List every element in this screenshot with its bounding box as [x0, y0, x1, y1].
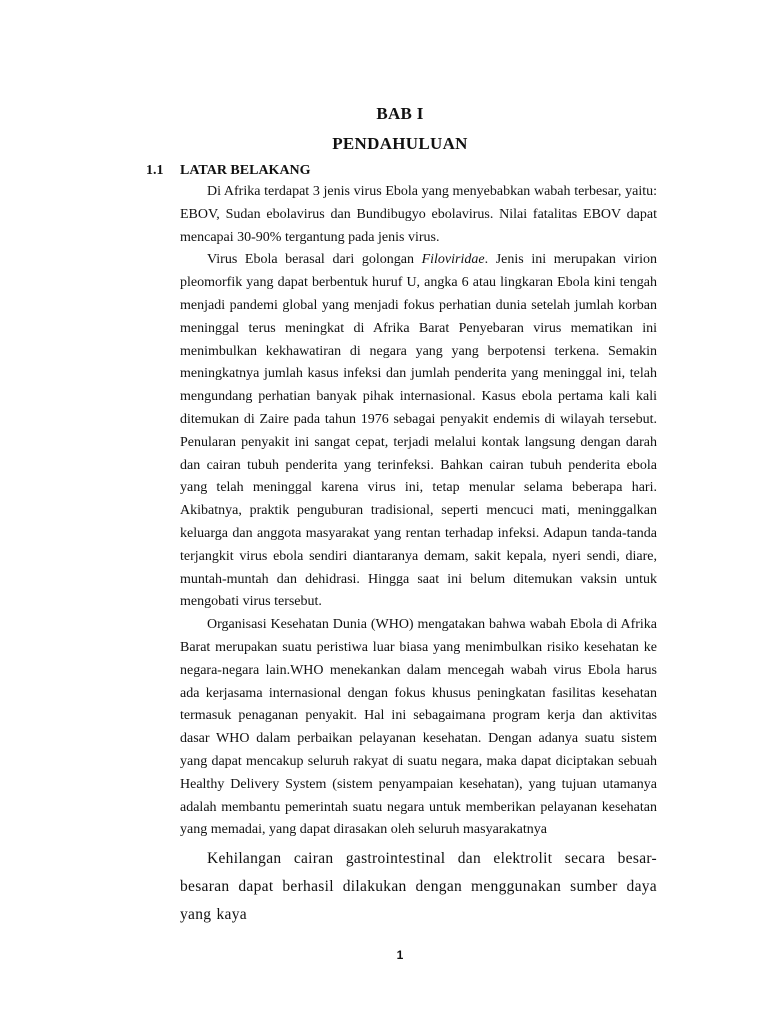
italic-term: Filoviridae	[421, 252, 485, 268]
section-number: 1.1	[146, 163, 164, 178]
paragraph-1: Di Afrika terdapat 3 jenis virus Ebola yang menyebabkan wabah terbesar, yaitu: EBOV, Sudan ebolavirus dan Bundibugyo ebolavirus. Nilai fatalitas EBOV dapat mencapai 30-90% tergantung pada jenis virus.	[180, 184, 657, 245]
paragraph-2	[180, 249, 657, 614]
page-number: 1	[396, 948, 404, 962]
section-heading	[146, 163, 311, 179]
paragraph-2-text-rest: . Jenis ini merupakan virion pleomorfik yang dapat berbentuk huruf U, angka 6 atau lingkaran Ebola kini tengah menjadi pandemi global yang menjadi fokus perhatian dunia setelah jumlah korban meninggal terus meningkat di Afrika Barat Penyebaran virus mematikan ini menimbulkan kekhawatiran di negara yang yang berpotensi terkena. Semakin meningkatnya jumlah kasus infeksi dan jumlah penderita yang meninggal ini, telah mengundang perhatian banyak pihak internasional. Kasus ebola pertama kali kali ditemukan di Zaire pada tahun 1976 sebagai penyakit endemis di wilayah tersebut. Penularan penyakit ini sangat cepat, terjadi melalui kontak langsung dengan darah dan cairan tubuh penderita yang terinfeksi. Bahkan cairan tubuh penderita ebola yang telah meninggal karena virus ini, tetap menular selama beberapa hari. Akibatnya, praktik penguburan tradisional, seperti mencuci mati, meninggalkan keluarga dan anggota masyarakat yang rentan terhadap infeksi. Adapun tanda-tanda terjangkit virus ebola sendiri diantaranya demam, sakit kepala, nyeri sendi, diare, muntah-muntah dan dehidrasi. Hingga saat ini belum ditemukan vaksin untuk mengobati virus tersebut.	[180, 252, 657, 610]
paragraph-4: Kehilangan cairan gastrointestinal dan elektrolit secara besar-besaran dapat berhasil dilakukan dengan menggunakan sumber daya yang kaya	[180, 850, 657, 924]
chapter-number: BAB I	[376, 104, 424, 123]
chapter-title: PENDAHULUAN	[332, 134, 468, 153]
paragraph-3: Organisasi Kesehatan Dunia (WHO) mengatakan bahwa wabah Ebola di Afrika Barat merupakan suatu peristiwa luar biasa yang menimbulkan risiko kesehatan ke negara-negara lain.WHO menekankan dalam mencegah wabah virus Ebola harus ada kerjasama internasional dengan fokus khusus peningkatan fasilitas kesehatan termasuk penaganan penyakit. Hal ini sebagaimana program kerja dan aktivitas dasar WHO dalam perbaikan pelayanan kesehatan. Dengan adanya suatu sistem yang dapat mencakup seluruh rakyat di suatu negara, maka dapat diciptakan sebuah Healthy Delivery System (sistem penyampaian kesehatan), yang tujuan utamanya adalah membantu pemerintah suatu negara untuk memberikan pelayanan kesehatan yang memadai, yang dapat dirasakan oleh seluruh masyarakatnya	[180, 617, 657, 838]
body-text	[180, 181, 657, 929]
paragraph-2-text-start: Virus Ebola berasal dari golongan	[207, 252, 422, 268]
section-title: LATAR BELAKANG	[180, 163, 311, 178]
